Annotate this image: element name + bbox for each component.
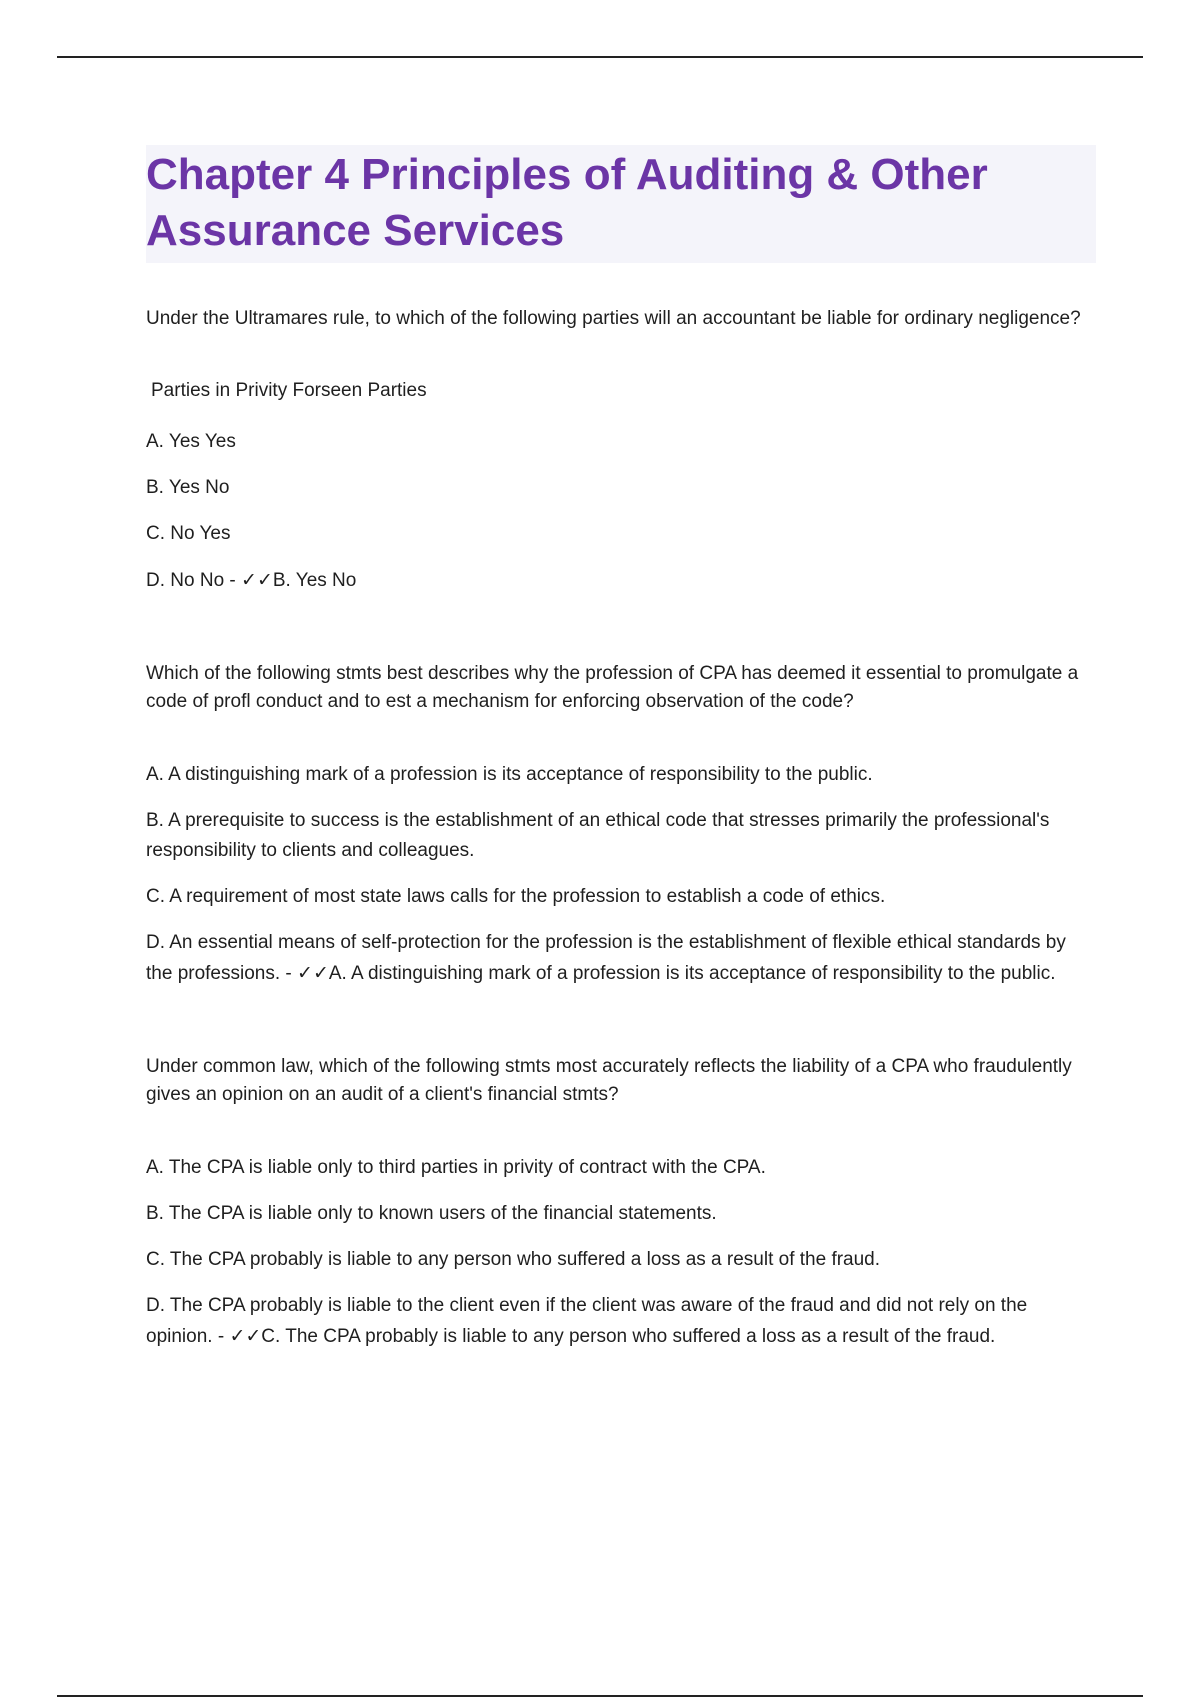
option-b: B. The CPA is liable only to known users of the financial statements. <box>146 1203 717 1224</box>
question-1 <box>146 305 1096 596</box>
option-d: D. No No <box>146 570 225 591</box>
option-d: D. The CPA probably is liable to the client even if the client was aware of the fraud and did not rely on the opinion. <box>146 1295 1028 1347</box>
answer-separator: - <box>280 963 298 984</box>
option-a: A. A distinguishing mark of a profession is its acceptance of responsibility to the public. <box>146 764 873 785</box>
option-c: C. A requirement of most state laws calls for the profession to establish a code of ethics. <box>146 886 886 907</box>
question-text: Under the Ultramares rule, to which of the following parties will an accountant be liable for ordinary negligence? <box>146 308 1081 329</box>
option-b: B. A prerequisite to success is the establishment of an ethical code that stresses primarily the professional's responsibility to clients and colleagues. <box>146 810 1050 861</box>
question-text: Under common law, which of the following stmts most accurately reflects the liability of a CPA who fraudulently gives an opinion on an audit of a client's financial stmts? <box>146 1056 1072 1105</box>
option-b: B. Yes No <box>146 477 230 498</box>
correct-answer: C. The CPA probably is liable to any person who suffered a loss as a result of the fraud. <box>261 1326 996 1347</box>
document-body <box>146 145 1096 1416</box>
correct-answer: B. Yes No <box>272 570 357 591</box>
double-check-icon: ✓✓ <box>241 569 273 591</box>
options-header: Parties in Privity Forseen Parties <box>151 380 427 401</box>
answer-separator: - <box>224 570 242 591</box>
title-block <box>146 145 1096 263</box>
option-a: A. Yes Yes <box>146 431 236 452</box>
double-check-icon: ✓✓ <box>229 1325 262 1347</box>
option-d: D. An essential means of self-protection for the profession is the establishment of flexible ethical standards by the professions. <box>146 932 1066 984</box>
correct-answer: A. A distinguishing mark of a profession is its acceptance of responsibility to the public. <box>328 963 1056 984</box>
question-2 <box>146 660 1096 989</box>
answer-separator: - <box>212 1326 230 1347</box>
question-3 <box>146 1053 1096 1352</box>
option-d-with-answer <box>146 565 1096 596</box>
option-c: C. No Yes <box>146 523 231 544</box>
document-title: Chapter 4 Principles of Auditing & Other Assurance Services <box>146 150 988 255</box>
option-d-with-answer <box>146 1291 1096 1352</box>
top-rule <box>57 56 1143 58</box>
question-text: Which of the following stmts best describes why the profession of CPA has deemed it essential to promulgate a code of profl conduct and to est a mechanism for enforcing observation of the code? <box>146 663 1079 712</box>
option-d-with-answer <box>146 928 1096 989</box>
option-c: C. The CPA probably is liable to any person who suffered a loss as a result of the fraud. <box>146 1249 881 1270</box>
double-check-icon: ✓✓ <box>297 962 329 984</box>
option-a: A. The CPA is liable only to third parties in privity of contract with the CPA. <box>146 1157 766 1178</box>
bottom-rule <box>57 1695 1143 1697</box>
